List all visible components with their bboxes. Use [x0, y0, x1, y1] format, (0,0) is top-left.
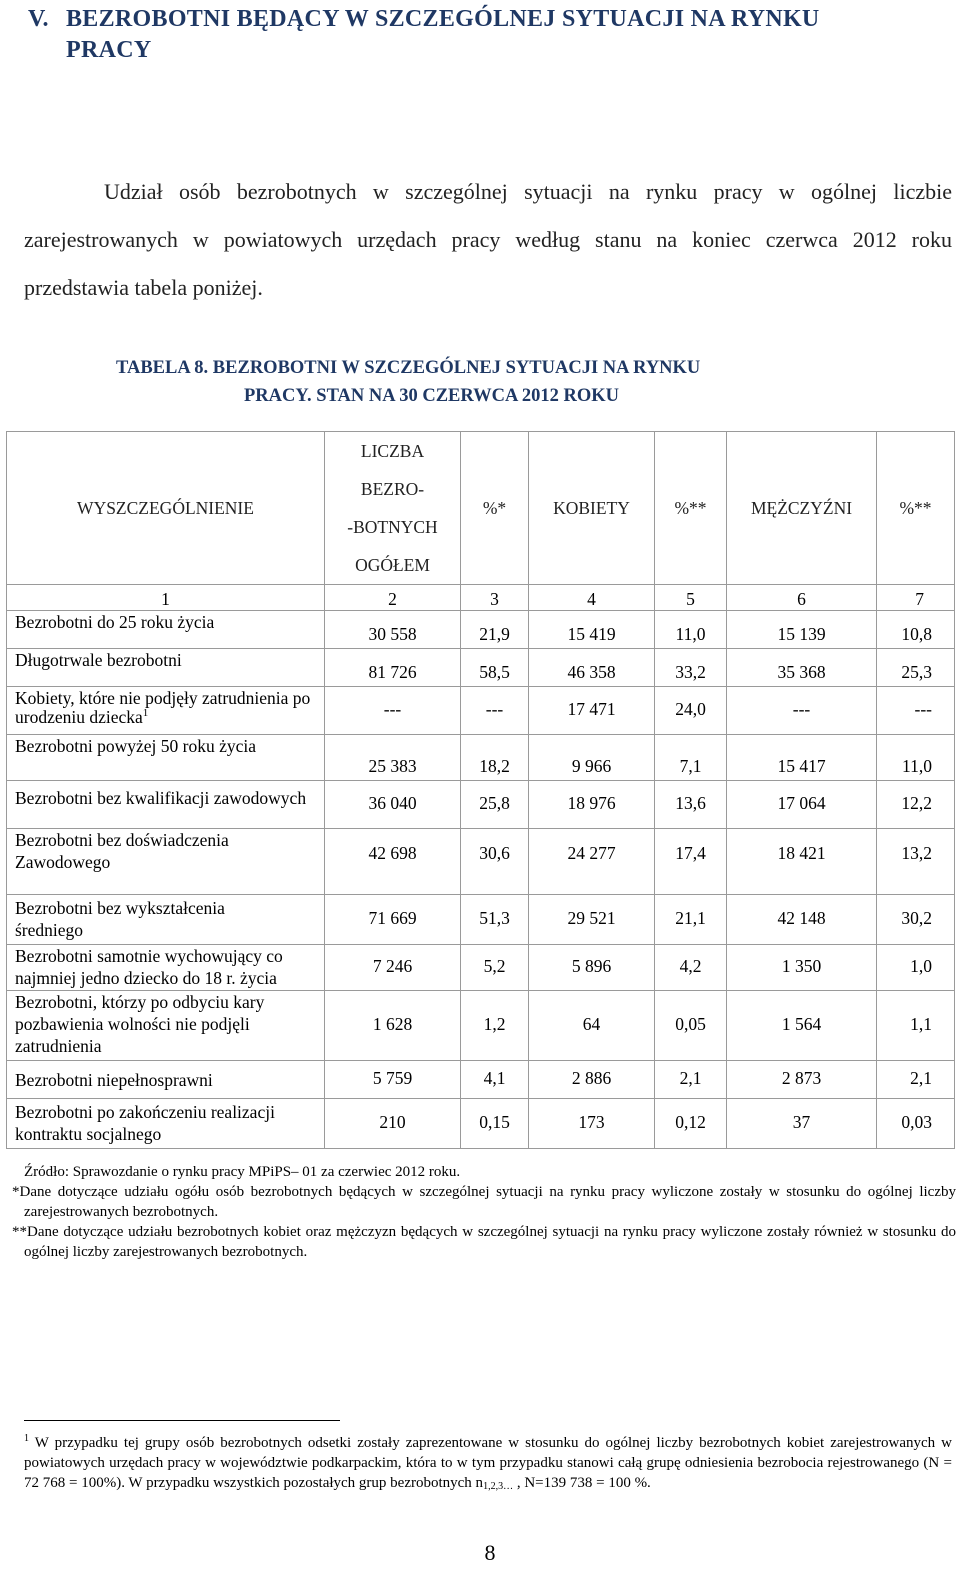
header-liczba-line1: LICZBA [360, 441, 425, 461]
source-note: Źródło: Sprawozdanie o rynku pracy MPiPS– 01 za czerwiec 2012 roku. [24, 1164, 461, 1180]
column-number: 6 [727, 585, 877, 611]
cell-pct-mezczyzni: 0,03 [877, 1099, 955, 1149]
column-number-row [7, 585, 955, 611]
table-header-row [7, 432, 955, 585]
cell-pct-kobiety: 11,0 [655, 611, 727, 649]
cell-pct-total: 5,2 [461, 945, 529, 991]
cell-pct-kobiety: 21,1 [655, 895, 727, 945]
header-liczba-line4: OGÓŁEM [355, 555, 430, 575]
cell-pct-kobiety: 17,4 [655, 829, 727, 895]
cell-pct-kobiety: 0,05 [655, 991, 727, 1061]
footnote-text: W przypadku tej grupy osób bezrobotnych odsetki zostały zaprezentowane w stosunku do ogólnej liczby bezrobotnych kobiet zarejestrowanych w powiatowych urzędach pracy w województwie podkarpackim, która to w tym przypadku stanowi całą grupę odniesienia bezrobocia rejestrowanego (N = 72 768 = 100%). W przypadku wszystkich pozostałych grup bezrobotnych n [24, 1435, 952, 1491]
cell-pct-total: 0,15 [461, 1099, 529, 1149]
intro-text: Udział osób bezrobotnych w szczególnej sytuacji na rynku pracy w ogólnej liczbie zarejestrowanych w powiatowych urzędach pracy według stanu na koniec czerwca 2012 roku przedstawia tabela poniżej. [24, 179, 952, 300]
table-row [7, 1099, 955, 1149]
cell-total: --- [325, 687, 461, 735]
section-heading-line2: PRACY [66, 37, 152, 63]
table-caption-line1: TABELA 8. BEZROBOTNI W SZCZEGÓLNEJ SYTUACJI NA RYNKU [116, 358, 701, 378]
cell-mezczyzni: 1 350 [727, 945, 877, 991]
cell-pct-total: 25,8 [461, 781, 529, 829]
cell-pct-kobiety: 0,12 [655, 1099, 727, 1149]
row-label: Bezrobotni bez doświadczenia Zawodowego [7, 829, 325, 895]
row-label: Bezrobotni, którzy po odbyciu kary pozbawienia wolności nie podjęli zatrudnienia [7, 991, 325, 1061]
table-row [7, 895, 955, 945]
cell-mezczyzni: 42 148 [727, 895, 877, 945]
footnote-divider [24, 1420, 340, 1421]
row-label [7, 687, 325, 735]
table-row [7, 735, 955, 781]
cell-total: 5 759 [325, 1061, 461, 1099]
cell-pct-mezczyzni: --- [877, 687, 955, 735]
table-caption [100, 354, 880, 410]
row-label: Bezrobotni do 25 roku życia [7, 611, 325, 649]
header-mezczyzni: MĘŻCZYŹNI [727, 432, 877, 585]
page-number: 8 [484, 1540, 496, 1565]
table-row [7, 991, 955, 1061]
cell-pct-total: 1,2 [461, 991, 529, 1061]
row-label: Bezrobotni powyżej 50 roku życia [7, 735, 325, 781]
cell-pct-mezczyzni: 25,3 [877, 649, 955, 687]
cell-kobiety: 2 886 [529, 1061, 655, 1099]
footnote-tail: , N=139 738 = 100 %. [513, 1475, 651, 1491]
section-number: V. [28, 6, 49, 32]
cell-kobiety: 46 358 [529, 649, 655, 687]
cell-pct-mezczyzni: 10,8 [877, 611, 955, 649]
cell-mezczyzni: 2 873 [727, 1061, 877, 1099]
cell-mezczyzni: 17 064 [727, 781, 877, 829]
row-label: Bezrobotni bez kwalifikacji zawodowych [7, 781, 325, 829]
cell-pct-kobiety: 33,2 [655, 649, 727, 687]
cell-kobiety: 29 521 [529, 895, 655, 945]
cell-mezczyzni: 1 564 [727, 991, 877, 1061]
cell-total: 36 040 [325, 781, 461, 829]
cell-mezczyzni: 15 139 [727, 611, 877, 649]
cell-total: 210 [325, 1099, 461, 1149]
header-liczba-line3: -BOTNYCH [347, 517, 438, 537]
cell-pct-kobiety: 13,6 [655, 781, 727, 829]
header-kobiety: KOBIETY [529, 432, 655, 585]
unemployed-table [6, 431, 955, 1149]
header-pct-kobiety: %** [655, 432, 727, 585]
cell-total: 81 726 [325, 649, 461, 687]
row-label: Długotrwale bezrobotni [7, 649, 325, 687]
cell-mezczyzni: 35 368 [727, 649, 877, 687]
table-caption-line2: PRACY. STAN NA 30 CZERWCA 2012 ROKU [244, 386, 620, 406]
table-row [7, 687, 955, 735]
cell-kobiety: 64 [529, 991, 655, 1061]
row-label: Bezrobotni samotnie wychowujący co najmniej jedno dziecko do 18 r. życia [7, 945, 325, 991]
header-liczba [325, 432, 461, 585]
cell-kobiety: 17 471 [529, 687, 655, 735]
cell-pct-mezczyzni: 13,2 [877, 829, 955, 895]
cell-pct-total: 4,1 [461, 1061, 529, 1099]
footnote-number: 1 [24, 1433, 29, 1444]
footnote-subscript: 1,2,3… [483, 1481, 514, 1492]
cell-pct-kobiety: 7,1 [655, 735, 727, 781]
cell-total: 71 669 [325, 895, 461, 945]
cell-kobiety: 15 419 [529, 611, 655, 649]
row-label-text: Kobiety, które nie podjęły zatrudnienia po urodzeniu dziecka [15, 688, 311, 727]
cell-pct-total: 58,5 [461, 649, 529, 687]
cell-pct-kobiety: 24,0 [655, 687, 727, 735]
table-row [7, 649, 955, 687]
cell-mezczyzni: 37 [727, 1099, 877, 1149]
cell-pct-mezczyzni: 2,1 [877, 1061, 955, 1099]
cell-pct-total: 51,3 [461, 895, 529, 945]
cell-total: 7 246 [325, 945, 461, 991]
table-row [7, 829, 955, 895]
column-number: 5 [655, 585, 727, 611]
table-row [7, 781, 955, 829]
column-number: 2 [325, 585, 461, 611]
cell-pct-mezczyzni: 1,1 [877, 991, 955, 1061]
table-row [7, 1061, 955, 1099]
cell-total: 30 558 [325, 611, 461, 649]
cell-pct-total: --- [461, 687, 529, 735]
row-label: Bezrobotni po zakończeniu realizacji kontraktu socjalnego [7, 1099, 325, 1149]
cell-mezczyzni: --- [727, 687, 877, 735]
cell-pct-total: 21,9 [461, 611, 529, 649]
table-row [7, 945, 955, 991]
cell-pct-mezczyzni: 1,0 [877, 945, 955, 991]
intro-paragraph [24, 168, 952, 312]
table-notes [12, 1162, 956, 1262]
column-number: 4 [529, 585, 655, 611]
cell-kobiety: 9 966 [529, 735, 655, 781]
cell-total: 1 628 [325, 991, 461, 1061]
cell-kobiety: 5 896 [529, 945, 655, 991]
double-star-note: **Dane dotyczące udziału bezrobotnych kobiet oraz mężczyzn będących w szczególnej sytuacji na rynku pracy wyliczone zostały również w stosunku do ogólnej liczby zarejestrowanych bezrobotnych. [12, 1224, 956, 1260]
row-label: Bezrobotni bez wykształcenia średniego [7, 895, 325, 945]
cell-pct-mezczyzni: 12,2 [877, 781, 955, 829]
star-note: *Dane dotyczące udziału ogółu osób bezrobotnych będących w szczególnej sytuacji na rynku pracy wyliczone zostały w stosunku do ogólnej liczby zarejestrowanych bezrobotnych. [12, 1184, 956, 1220]
cell-pct-total: 30,6 [461, 829, 529, 895]
column-number: 1 [7, 585, 325, 611]
cell-pct-kobiety: 2,1 [655, 1061, 727, 1099]
cell-mezczyzni: 18 421 [727, 829, 877, 895]
table-row [7, 611, 955, 649]
cell-total: 25 383 [325, 735, 461, 781]
cell-pct-kobiety: 4,2 [655, 945, 727, 991]
row-label: Bezrobotni niepełnosprawni [7, 1061, 325, 1099]
cell-kobiety: 173 [529, 1099, 655, 1149]
footnote [24, 1433, 952, 1497]
section-heading-line1: BEZROBOTNI BĘDĄCY W SZCZEGÓLNEJ SYTUACJI NA RYNKU [66, 6, 820, 32]
cell-kobiety: 24 277 [529, 829, 655, 895]
header-pct-total: %* [461, 432, 529, 585]
cell-pct-total: 18,2 [461, 735, 529, 781]
column-number: 7 [877, 585, 955, 611]
footnote-marker: 1 [142, 707, 149, 720]
cell-pct-mezczyzni: 30,2 [877, 895, 955, 945]
header-pct-mezczyzni: %** [877, 432, 955, 585]
column-number: 3 [461, 585, 529, 611]
header-liczba-line2: BEZRO- [360, 479, 425, 499]
cell-total: 42 698 [325, 829, 461, 895]
cell-pct-mezczyzni: 11,0 [877, 735, 955, 781]
cell-mezczyzni: 15 417 [727, 735, 877, 781]
header-wyszczegolnienie: WYSZCZEGÓLNIENIE [7, 432, 325, 585]
section-heading [28, 4, 928, 66]
cell-kobiety: 18 976 [529, 781, 655, 829]
